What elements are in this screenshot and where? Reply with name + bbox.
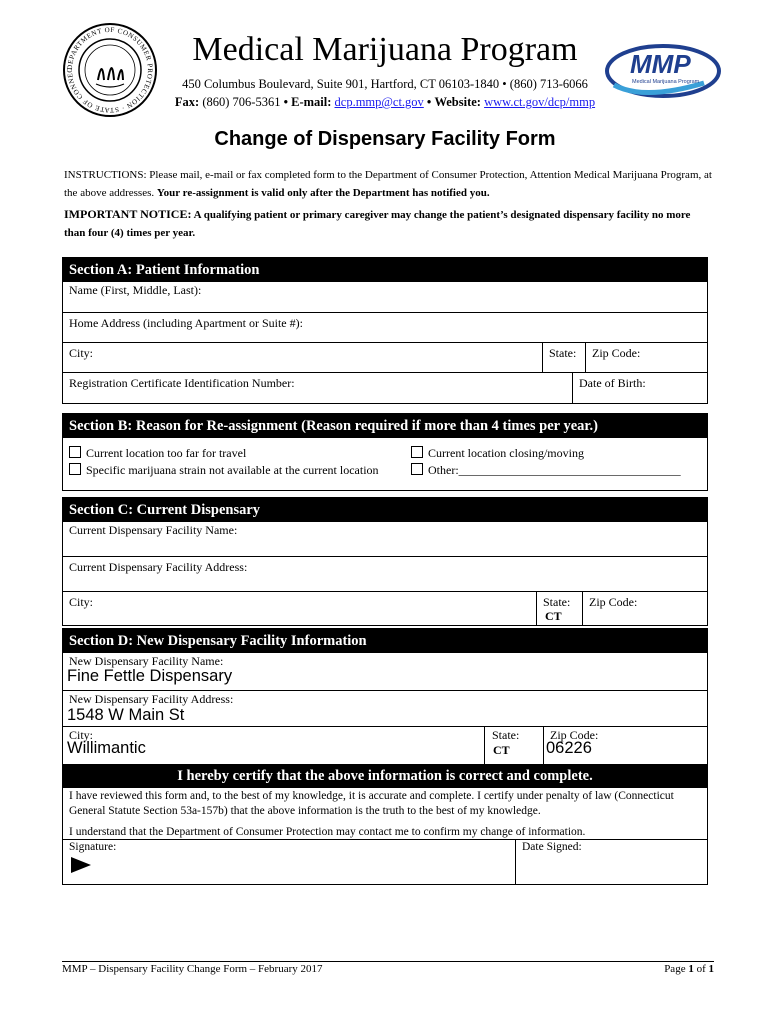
section-b — [62, 413, 708, 491]
email-label: E-mail: — [291, 95, 332, 109]
city-label: City: — [69, 346, 94, 360]
instructions — [64, 166, 714, 202]
signature-field[interactable] — [69, 855, 93, 875]
date-signed-label: Date Signed: — [522, 841, 582, 853]
city-label: City: — [69, 728, 94, 742]
program-title: Medical Marijuana Program — [192, 31, 578, 68]
section-b-title: Section B: Reason for Re-assignment (Reason required if more than 4 times per year.) — [63, 414, 707, 438]
footer-page-number: Page 1 of 1 — [664, 963, 714, 975]
current-address-label: Current Dispensary Facility Address: — [69, 560, 248, 574]
section-d-title: Section D: New Dispensary Facility Information — [63, 629, 707, 653]
certification-title: I hereby certify that the above information is correct and complete. — [63, 764, 707, 788]
footer-form-name: MMP – Dispensary Facility Change Form – February 2017 — [62, 963, 323, 975]
new-address-label: New Dispensary Facility Address: — [69, 692, 234, 706]
new-state-value: CT — [493, 743, 510, 757]
section-c — [62, 497, 708, 626]
zip-label: Zip Code: — [592, 346, 641, 360]
new-address-field[interactable] — [63, 690, 707, 726]
new-address-value: 1548 W Main St — [67, 706, 185, 724]
instructions-label: INSTRUCTIONS — [64, 169, 144, 181]
website-link[interactable]: www.ct.gov/dcp/mmp — [484, 95, 596, 109]
current-name-label: Current Dispensary Facility Name: — [69, 523, 238, 537]
sign-here-arrow-icon — [69, 855, 93, 875]
section-a — [62, 257, 708, 404]
zip-label: Zip Code: — [589, 595, 638, 609]
current-name-field[interactable] — [63, 522, 707, 556]
footer-rule — [62, 961, 714, 962]
notice-label: IMPORTANT NOTICE: — [64, 207, 192, 221]
current-address-field[interactable] — [63, 556, 707, 591]
new-name-field[interactable] — [63, 653, 707, 690]
state-label: State: — [492, 728, 520, 742]
form-title: Change of Dispensary Facility Form — [214, 128, 556, 150]
notice-text: A qualifying patient or primary caregiver may change the patient’s designated dispensary facility no more than four (4) times per year. — [64, 209, 691, 239]
logo-subtext: Medical Marijuana Program — [632, 79, 700, 85]
seal-text: DEPARTMENT OF CONSUMER PROTECTION · STATE OF CONNEC — [65, 25, 155, 115]
patient-name-field[interactable] — [63, 282, 707, 312]
certification-text: I have reviewed this form and, to the best of my knowledge, it is accurate and complete. I certify under penalty of law (Connecticut General Statute Section 53a-157b) that the above information is the truth to the best of my knowledge. — [69, 790, 674, 817]
checkbox-icon[interactable] — [411, 446, 423, 458]
dob-label: Date of Birth: — [579, 376, 646, 390]
mmp-logo — [604, 43, 722, 99]
home-address-field[interactable] — [63, 312, 707, 342]
new-zip-value: 06226 — [546, 739, 592, 757]
checkbox-icon[interactable] — [411, 463, 423, 475]
checkbox-icon[interactable] — [69, 446, 81, 458]
current-state-value: CT — [545, 609, 562, 623]
reason-other[interactable]: Other:_____________________________________ — [411, 463, 681, 478]
zip-label: Zip Code: — [550, 728, 599, 742]
logo-text: MMP — [630, 49, 691, 79]
new-city-row — [63, 726, 707, 764]
contact-line: Fax: (860) 706-5361 • E-mail: dcp.mmp@ct.gov • Website: www.ct.gov/dcp/mmp — [174, 95, 596, 109]
section-a-title: Section A: Patient Information — [63, 258, 707, 282]
reg-dob-row — [63, 372, 707, 403]
fax-number: (860) 706-5361 — [202, 95, 281, 109]
reason-closing[interactable]: Current location closing/moving — [411, 446, 584, 461]
certification-body — [63, 788, 707, 884]
new-name-value: Fine Fettle Dispensary — [67, 667, 233, 685]
contact-consent-text: I understand that the Department of Consumer Protection may contact me to confirm my change of information. — [69, 826, 586, 838]
checkbox-icon[interactable] — [69, 463, 81, 475]
current-city-row — [63, 591, 707, 625]
instructions-bold: Your re-assignment is valid only after the Department has notified you. — [156, 187, 490, 199]
fax-label: Fax: — [174, 95, 200, 109]
address-line: 450 Columbus Boulevard, Suite 901, Hartford, CT 06103-1840 • (860) 713-6066 — [182, 77, 588, 91]
city-label: City: — [69, 595, 94, 609]
email-link[interactable]: dcp.mmp@ct.gov — [334, 95, 424, 109]
instructions-text: : Please mail, e-mail or fax completed form to the Department of Consumer Protection, Attention Medical Marijuana Program, at the above addresses. — [64, 169, 712, 199]
home-address-label: Home Address (including Apartment or Suite #): — [69, 316, 303, 330]
new-name-label: New Dispensary Facility Name: — [69, 654, 224, 668]
state-label: State: — [543, 595, 571, 609]
state-label: State: — [549, 346, 577, 360]
section-d — [62, 628, 708, 885]
signature-label: Signature: — [69, 841, 117, 853]
reason-too-far[interactable]: Current location too far for travel — [69, 446, 246, 461]
section-c-title: Section C: Current Dispensary — [63, 498, 707, 522]
reason-strain[interactable]: Specific marijuana strain not available at the current location — [69, 463, 379, 478]
reg-number-label: Registration Certificate Identification Number: — [69, 376, 295, 390]
new-city-value: Willimantic — [67, 739, 146, 757]
patient-name-label: Name (First, Middle, Last): — [69, 283, 202, 297]
website-label: Website: — [434, 95, 481, 109]
important-notice — [64, 205, 714, 242]
city-state-zip-row — [63, 342, 707, 372]
